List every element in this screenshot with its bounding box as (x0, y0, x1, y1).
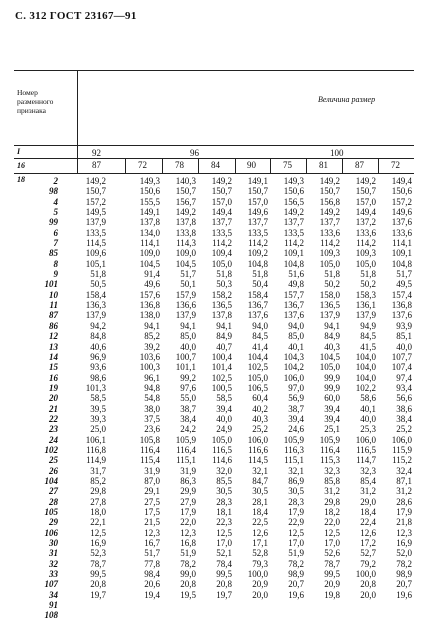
row-header-label: Номер разменного признака (17, 88, 54, 115)
column-divider (342, 158, 343, 173)
value-column-8: 149,2 150,7 157,0 149,4 137,2 133,6 114,2 109,3 105,0 51,8 50,2 158,3 136,1 137,9 94,9 84,5 41,5 104,0 104,0 104,0 102,2 58,6 40,1 40,0 25,3 106,0 116,5 114,7 32,3 85,4 31,2 29,0 18,4 22,4 12,6 17,2 52,7 79,2 100,0 20,8 20,0 (355, 176, 376, 600)
col-label: 72 (138, 160, 147, 170)
rule-after-I (14, 145, 414, 146)
column-divider (235, 158, 236, 173)
page-header: С. 312 ГОСТ 23167—91 (15, 10, 137, 22)
row-label-18: 18 (17, 175, 25, 184)
value-column-9: 149,4 150,6 157,2 149,6 137,6 133,6 114,1 109,1 104,8 51,7 49,5 157,4 136,8 137,6 93,9 85,1 40,0 107,7 107,4 97,4 93,4 56,6 38,6 38,4 25,2 106,0 115,9 115,2 32,4 87,1 31,2 28,6 17,9 21,8 12,3 16,9 52,0 78,2 98,9 20,7 19,6 (391, 176, 412, 600)
col-label: 87 (92, 160, 101, 170)
row-id-column: 2 98 4 5 99 6 7 85 8 9 101 10 11 87 86 12 13 14 15 16 19 20 21 22 23 24 102 25 26 104 27 28 105 29 106 30 31 32 33 107 34 91 108 (44, 176, 58, 621)
group-label-100: 100 (330, 148, 344, 158)
value-column-3: 140,3 150,7 156,7 149,2 137,8 133,8 114,3 109,0 104,5 51,7 50,1 157,9 136,6 137,9 94,1 85,0 40,0 100,7 101,1 99,2 97,6 55,0 38,7 38,4 24,2 105,9 116,4 115,1 31,9 86,3 29,9 27,9 17,9 22,0 12,3 16,8 51,9 78,2 99,0 20,8 19,5 (175, 176, 196, 600)
value-column-4: 149,2 150,7 157,0 149,4 137,7 133,5 114,2 109,4 105,0 51,8 50,3 158,2 136,5 137,8 94,1 84,9 40,7 100,4 101,4 102,5 100,5 58,5 39,4 40,0 24,9 105,0 116,5 114,6 32,0 85,5 30,5 28,3 18,1 22,3 12,5 17,0 52,1 78,4 99,5 20,8 19,7 (211, 176, 232, 600)
value-column-7: 149,2 150,7 156,8 149,2 137,7 133,6 114,2 109,3 105,0 51,8 50,2 158,0 136,5 137,9 94,1 84,9 40,3 104,5 105,0 99,9 99,9 60,0 39,4 39,4 25,1 105,9 116,4 115,3 32,3 85,8 31,2 29,8 18,2 22,0 12,5 17,0 52,6 78,7 99,5 20,9 19,8 (319, 176, 340, 600)
rule-after-18 (14, 173, 414, 174)
column-divider (198, 158, 199, 173)
column-divider (125, 158, 126, 173)
value-column-1: 149,2 150,7 157,2 149,5 137,9 133,5 114,5 109,6 105,1 51,8 50,5 158,4 136,3 137,9 94,2 84,8 40,6 96,9 93,6 98,6 101,3 58,5 39,5 39,3 25,0 106,1 116,8 114,9 31,7 85,2 29,8 27,8 18,0 22,1 12,5 16,9 52,3 78,7 99,5 20,8 19,7 (85, 176, 106, 600)
row-label-16: 16 (17, 161, 25, 170)
column-divider (378, 158, 379, 173)
col-label: 84 (211, 160, 220, 170)
col-label: 75 (283, 160, 292, 170)
col-label: 78 (175, 160, 184, 170)
group-label-92: 92 (92, 148, 101, 158)
column-divider (270, 158, 271, 173)
col-label: 90 (247, 160, 256, 170)
rule-after-16 (14, 158, 414, 159)
column-divider (306, 158, 307, 173)
value-column-5: 149,1 150,7 157,0 149,6 137,7 133,5 114,2 109,2 104,8 51,8 50,4 158,4 136,7 137,6 94,0 84,5 41,4 104,4 102,5 105,0 106,5 60,4 40,2 40,3 25,2 106,0 116,6 114,5 32,1 84,7 30,5 28,1 18,4 22,5 12,6 17,1 52,8 79,3 100,0 20,9 20,0 (247, 176, 268, 600)
col-label: 72 (391, 160, 400, 170)
col-label: 87 (355, 160, 364, 170)
group-label-96: 96 (190, 148, 199, 158)
table-top-border (14, 70, 414, 71)
col-label: 81 (319, 160, 328, 170)
value-column-2: 149,3 150,6 155,5 149,1 137,8 134,0 114,1 109,0 104,5 91,4 49,6 157,6 136,8 138,0 94,1 85,2 39,2 103,6 100,3 96,1 94,8 54,8 38,0 37,5 23,6 105,8 116,4 115,4 31,9 87,0 29,1 27,5 17,5 21,5 12,3 16,7 51,7 77,8 98,4 20,6 19,4 (139, 176, 160, 600)
column-divider (162, 158, 163, 173)
value-column-6: 149,3 150,6 156,5 149,2 137,7 133,5 114,2 109,1 104,8 51,6 49,8 157,7 136,7 137,6 94,0 85,0 40,1 104,3 104,2 106,0 97,0 56,9 38,7 39,4 24,6 105,9 116,3 115,1 32,1 86,9 30,5 28,3 17,9 22,9 12,5 17,0 51,9 78,2 98,9 20,7 19,6 (283, 176, 304, 600)
row-label-I: I (17, 147, 21, 156)
values-title: Величина размер (318, 95, 376, 104)
